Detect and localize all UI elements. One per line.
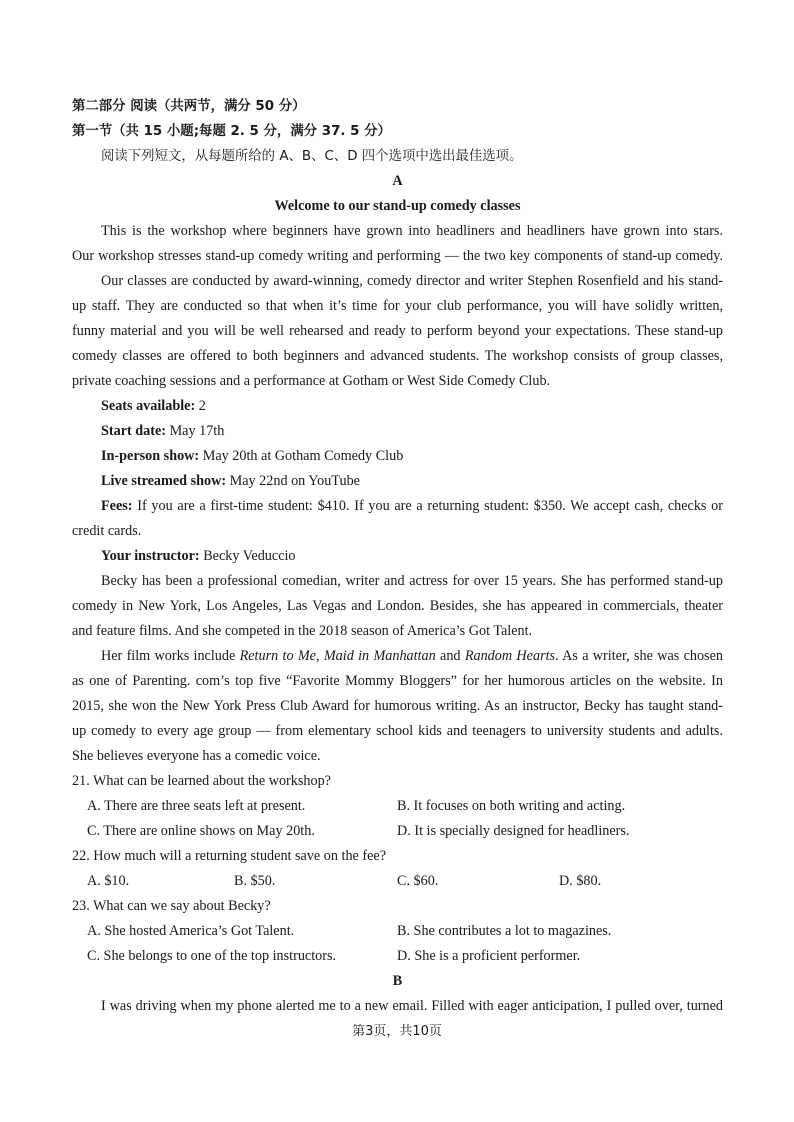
passage-a-title: Welcome to our stand-up comedy classes — [274, 198, 521, 214]
paragraph-line: Our classes are conducted by award-winning, comedy director and writer Stephen Rosenfield and his stand- — [101, 273, 723, 289]
page-number-footer: 第3页，共10页 — [352, 1024, 442, 1039]
question-23-options-row1 — [72, 919, 723, 944]
section-subtitle: 第一节（共 15 小题;每题 2. 5 分，满分 37. 5 分） — [72, 124, 391, 139]
detail-value: 2 — [195, 398, 206, 414]
option-a: A. $10. — [87, 873, 130, 889]
question-21-options-row1 — [72, 794, 723, 819]
paragraph-line: up staff. They are conducted so that when it’s time for your club performance, you will have solidly written, — [72, 298, 723, 314]
paragraph-line: private coaching sessions and a performance at Gotham or West Side Comedy Club. — [72, 373, 551, 389]
detail-label: Fees: — [101, 498, 133, 514]
question-21-stem: 21. What can be learned about the workshop? — [72, 773, 331, 789]
text-run: Her film works include — [101, 648, 240, 664]
paragraph-line: comedy classes are offered to both beginners and advanced students. The workshop consists of group classes, — [72, 348, 723, 364]
option-c: C. There are online shows on May 20th. — [87, 823, 315, 839]
detail-seats — [72, 394, 723, 419]
paragraph-line: I was driving when my phone alerted me to a new email. Filled with eager anticipation, I pulled over, turned — [101, 998, 723, 1014]
paragraph-line: up comedy to every age group — from elementary school kids and teenagers to university students and adults. — [72, 723, 723, 739]
paragraph-line: as one of Parenting. com’s top five “Favorite Mommy Bloggers” for her humorous articles on the website. In — [72, 673, 723, 689]
detail-live-show — [72, 469, 723, 494]
detail-inperson-show — [72, 444, 723, 469]
paragraph-line-films — [72, 644, 723, 669]
exam-page — [72, 94, 723, 1019]
paragraph-line: This is the workshop where beginners have grown into headliners and headliners have grown into stars. — [101, 223, 723, 239]
text-run: , — [315, 648, 324, 664]
detail-fees — [72, 494, 723, 519]
question-21-options-row2 — [72, 819, 723, 844]
detail-value: If you are a first-time student: $410. If you are a returning student: $350. We accept cash, checks or — [132, 498, 723, 514]
passage-b-letter: B — [392, 973, 403, 989]
detail-value: May 20th at Gotham Comedy Club — [199, 448, 404, 464]
detail-value: Becky Veduccio — [199, 548, 296, 564]
section-instruction: 阅读下列短文，从每题所给的 A、B、C、D 四个选项中选出最佳选项。 — [101, 149, 523, 164]
detail-label: Your instructor: — [101, 548, 200, 564]
paragraph-line: and feature films. And she competed in the 2018 season of America’s Got Talent. — [72, 623, 533, 639]
option-c: C. $60. — [397, 873, 439, 889]
film-title: Return to Me — [239, 648, 316, 664]
question-22-options — [72, 869, 723, 894]
paragraph-line: Becky has been a professional comedian, writer and actress for over 15 years. She has performed stand-up — [101, 573, 723, 589]
option-b: B. $50. — [234, 873, 276, 889]
film-title: Maid in Manhattan — [323, 648, 436, 664]
passage-a-letter: A — [392, 173, 403, 189]
paragraph-line: 2015, she won the New York Press Club Award for humorous writing. As an instructor, Becky has taught stand- — [72, 698, 723, 714]
option-b: B. It focuses on both writing and acting. — [397, 798, 626, 814]
option-a: A. She hosted America’s Got Talent. — [87, 923, 295, 939]
detail-value: May 22nd on YouTube — [226, 473, 360, 489]
option-d: D. It is specially designed for headliners. — [397, 823, 630, 839]
option-b: B. She contributes a lot to magazines. — [397, 923, 612, 939]
detail-fees-cont: credit cards. — [72, 523, 142, 539]
detail-start-date — [72, 419, 723, 444]
paragraph-line: She believes everyone has a comedic voice. — [72, 748, 321, 764]
question-23-stem: 23. What can we say about Becky? — [72, 898, 271, 914]
detail-label: Seats available: — [101, 398, 196, 414]
option-c: C. She belongs to one of the top instructors. — [87, 948, 337, 964]
detail-label: Start date: — [101, 423, 167, 439]
paragraph-line: Our workshop stresses stand-up comedy writing and performing — the two key components of stand-up comedy. — [72, 248, 723, 264]
option-a: A. There are three seats left at present. — [87, 798, 306, 814]
paragraph-line: comedy in New York, Los Angeles, Las Vegas and London. Besides, she has appeared in commercials, theater — [72, 598, 723, 614]
section-title: 第二部分 阅读（共两节，满分 50 分） — [72, 99, 306, 114]
film-title: Random Hearts — [464, 648, 556, 664]
text-run: and — [435, 648, 465, 664]
detail-label: In-person show: — [101, 448, 200, 464]
question-23-options-row2 — [72, 944, 723, 969]
detail-label: Live streamed show: — [101, 473, 227, 489]
paragraph-line: funny material and you will be well rehearsed and ready to perform beyond your expectations. These stand-up — [72, 323, 723, 339]
detail-value: May 17th — [166, 423, 225, 439]
text-run: . As a writer, she was chosen — [555, 648, 723, 664]
option-d: D. $80. — [559, 873, 602, 889]
option-d: D. She is a proficient performer. — [397, 948, 581, 964]
question-22-stem: 22. How much will a returning student save on the fee? — [72, 848, 387, 864]
detail-instructor — [72, 544, 723, 569]
